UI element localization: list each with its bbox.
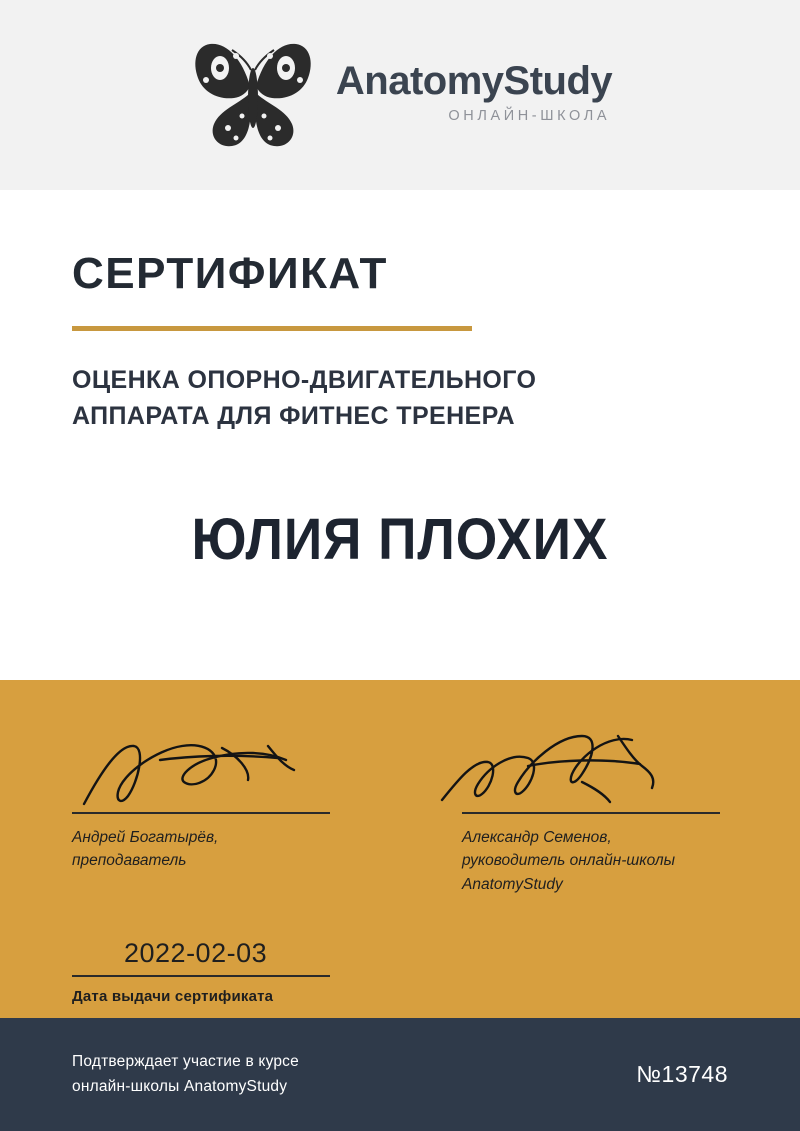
certificate-body <box>0 190 800 680</box>
recipient-name: ЮЛИЯ ПЛОХИХ <box>191 507 609 572</box>
brand-lockup <box>336 60 612 130</box>
footer-text-line-2: онлайн-школы AnatomyStudy <box>72 1077 288 1095</box>
certificate-header <box>0 0 800 190</box>
issue-date-block <box>72 938 330 1005</box>
date-rule <box>72 975 330 977</box>
butterfly-icon <box>188 35 318 155</box>
signature-name: Александр Семенов, <box>462 829 612 846</box>
signature-icon <box>72 726 368 812</box>
brand-subtitle: ОНЛАЙН-ШКОЛА <box>448 108 611 124</box>
certificate-number: №13748 <box>636 1061 728 1087</box>
signature-band <box>0 680 800 1018</box>
course-title-line-2: АППАРАТА ДЛЯ ФИТНЕС ТРЕНЕРА <box>72 401 515 430</box>
issue-date-caption: Дата выдачи сертификата <box>72 987 274 1005</box>
course-title-line-1: ОЦЕНКА ОПОРНО-ДВИГАТЕЛЬНОГО <box>72 366 537 394</box>
signature-name: Андрей Богатырёв, <box>72 829 219 846</box>
issue-date-value: 2022-02-03 <box>124 937 268 968</box>
signatures-row <box>72 680 728 896</box>
course-title <box>72 363 728 434</box>
signature-icon <box>432 726 728 812</box>
footer-text <box>72 1050 299 1098</box>
footer-text-line-1: Подтверждает участие в курсе <box>72 1053 299 1071</box>
gold-divider <box>72 326 472 331</box>
brand-name: AnatomyStudy <box>335 59 613 103</box>
signature-block-teacher <box>72 726 368 896</box>
signature-caption-director <box>462 826 728 896</box>
signature-role: руководитель онлайн-школы <box>462 852 676 870</box>
signature-role-secondary: AnatomyStudy <box>462 875 563 893</box>
signature-caption-teacher <box>72 826 368 873</box>
page-title: СЕРТИФИКАТ <box>72 249 388 298</box>
signature-role: преподаватель <box>72 852 187 870</box>
signature-block-director <box>432 726 728 896</box>
certificate-footer <box>0 1018 800 1131</box>
